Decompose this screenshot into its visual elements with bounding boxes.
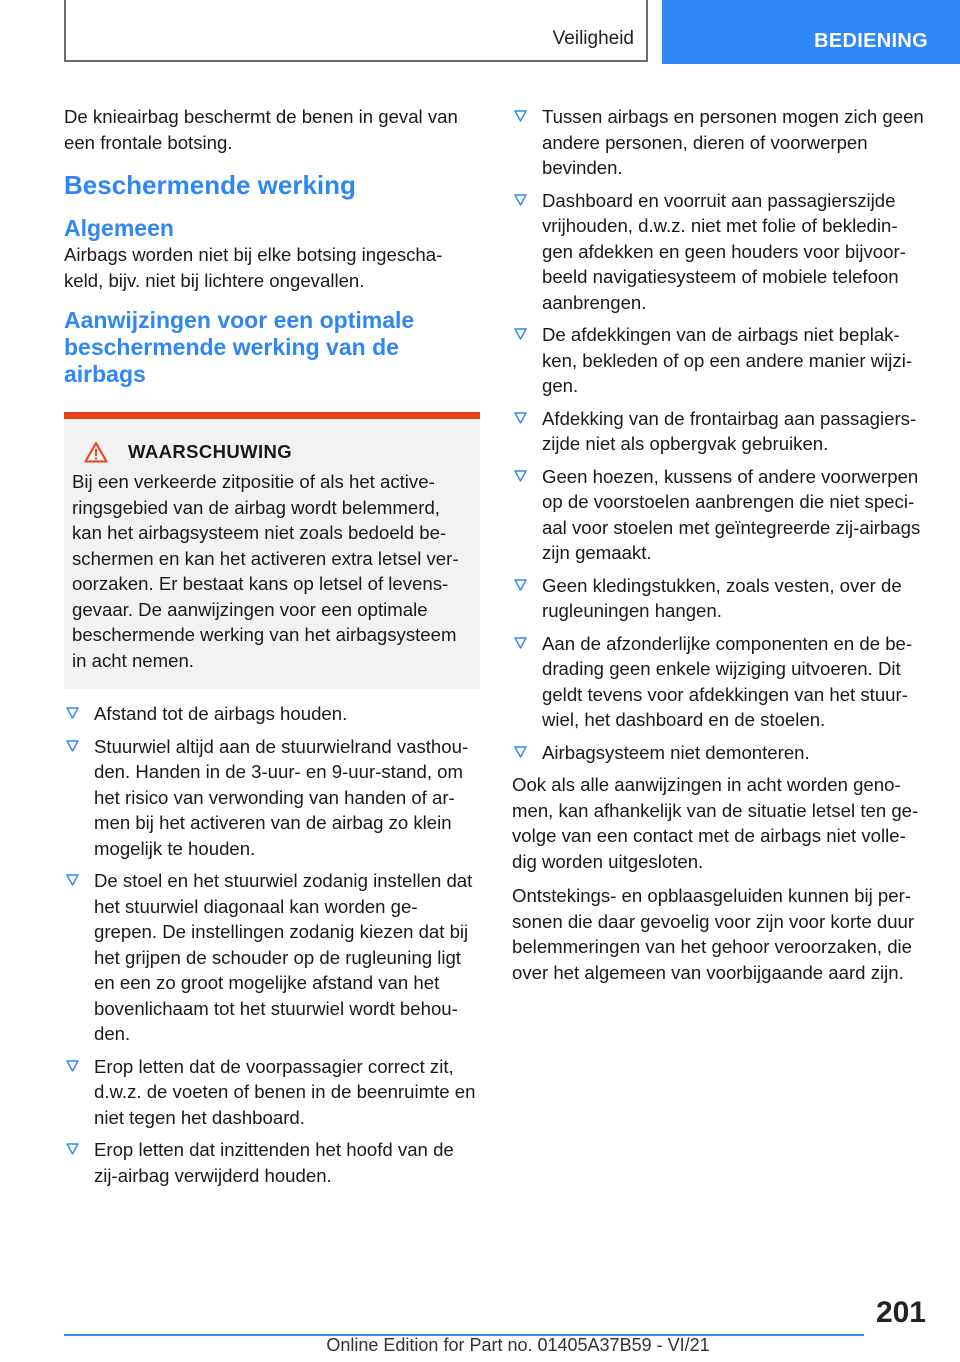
triangle-bullet-icon <box>514 194 527 206</box>
left-bullet-list <box>64 701 480 1188</box>
list-item-text: Dashboard en voorruit aan passagierszijde vrijhouden, d.w.z. niet met folie of bekledin-gen afdekken en geen houders voor bijvoor-beeld navigatiesysteem of mobiele telefoon aanbrengen. <box>542 189 906 313</box>
list-item-text: Geen hoezen, kussens of andere voorwerpen op de voorstoelen aanbrengen die niet speci-aal voor stoelen met geïntegreerde zij-airbags zijn gemaakt. <box>542 465 921 563</box>
heading-algemeen: Algemeen <box>64 215 174 241</box>
header-chapter-label: BEDIENING <box>814 30 928 52</box>
list-item <box>64 1054 480 1131</box>
page-number: 201 <box>875 1296 926 1329</box>
list-item-text: Afdekking van de frontairbag aan passagiers-zijde niet als opbergvak gebruiken. <box>542 407 917 454</box>
list-item-text: Tussen airbags en personen mogen zich geen andere personen, dieren of voorwerpen bevinden. <box>542 106 924 178</box>
list-item-text: De stoel en het stuurwiel zodanig instellen dat het stuurwiel diagonaal kan worden ge-grepen. De instellingen zodanig kiezen dat bij het grijpen de schouder op de rugleuning ligt en een zo groot mogelijke afstand van het bovenlichaam tot het stuurwiel wordt behou-den. <box>94 870 473 1044</box>
list-item-text: Geen kledingstukken, zoals vesten, over de rugleuningen hangen. <box>542 574 902 621</box>
triangle-bullet-icon <box>66 874 79 886</box>
list-item <box>512 322 928 399</box>
header-section-label: Veiligheid <box>552 28 634 49</box>
list-item-text: Airbagsysteem niet demonteren. <box>542 741 810 763</box>
triangle-bullet-icon <box>514 328 527 340</box>
triangle-bullet-icon <box>514 579 527 591</box>
list-item <box>64 701 480 727</box>
header-chapter-tab <box>662 0 960 64</box>
footer-edition: Online Edition for Part no. 01405A37B59 - VI/21 <box>326 1335 710 1355</box>
list-item <box>512 464 928 566</box>
list-item <box>512 104 928 181</box>
list-item <box>512 740 928 766</box>
list-item <box>512 188 928 316</box>
warning-body: Bij een verkeerde zitpositie of als het active-ringsgebied van de airbag wordt belemmerd, kan het airbagsysteem niet zoals bedoeld be-schermen en kan het activeren extra letsel ver-oorzaken. Er bestaat kans op letsel of levens-gevaar. De aanwijzingen voor een optimale beschermende werking van het airbagsysteem in acht nemen. <box>72 471 459 671</box>
triangle-bullet-icon <box>66 707 79 719</box>
warning-triangle-icon <box>84 441 108 463</box>
heading-beschermende-werking: Beschermende werking <box>64 170 356 200</box>
triangle-bullet-icon <box>514 110 527 122</box>
triangle-bullet-icon <box>514 637 527 649</box>
warning-header <box>84 441 472 463</box>
list-item <box>64 1137 480 1188</box>
triangle-bullet-icon <box>514 412 527 424</box>
intro-paragraph: De knieairbag beschermt de benen in geval van een frontale botsing. <box>64 106 458 153</box>
list-item <box>512 573 928 624</box>
list-item-text: Stuurwiel altijd aan de stuurwielrand vasthou-den. Handen in de 3-uur- en 9-uur-stand, om het risico van verwonding van handen of ar-men bij het activeren van de airbag zo klein mogelijk te houden. <box>94 735 469 859</box>
warning-box <box>64 412 480 689</box>
algemeen-paragraph: Airbags worden niet bij elke botsing ingescha-keld, bijv. niet bij lichtere ongevallen. <box>64 244 443 291</box>
right-bullet-list <box>512 104 928 765</box>
list-item-text: Aan de afzonderlijke componenten en de be-drading geen enkele wijziging uitvoeren. Dit geldt tevens voor afdekkingen van het stuur-wiel, het dashboard en de stoelen. <box>542 632 913 730</box>
triangle-bullet-icon <box>66 1060 79 1072</box>
heading-aanwijzingen: Aanwijzingen voor een optimale beschermende werking van de airbags <box>64 307 415 387</box>
header-section-box <box>64 0 648 62</box>
list-item-text: De afdekkingen van de airbags niet beplak-ken, bekleden of op een andere manier wijzi-gen. <box>542 324 913 396</box>
triangle-bullet-icon <box>514 746 527 758</box>
triangle-bullet-icon <box>66 740 79 752</box>
triangle-bullet-icon <box>66 1143 79 1155</box>
list-item-text: Erop letten dat de voorpassagier correct zit, d.w.z. de voeten of benen in de beenruimte en niet tegen het dashboard. <box>94 1055 476 1128</box>
closing-paragraph-1: Ook als alle aanwijzingen in acht worden geno-men, kan afhankelijk van de situatie letsel ten ge-volge van een contact met de airbags niet volle-dig worden uitgesloten. <box>512 774 919 872</box>
list-item-text: Afstand tot de airbags houden. <box>94 703 348 724</box>
list-item-text: Erop letten dat inzittenden het hoofd van de zij-airbag verwijderd houden. <box>94 1139 454 1186</box>
list-item <box>512 406 928 457</box>
left-column <box>64 104 480 1195</box>
list-item <box>512 631 928 733</box>
list-item <box>64 868 480 1047</box>
warning-title: WAARSCHUWING <box>128 441 293 462</box>
list-item <box>64 734 480 862</box>
triangle-bullet-icon <box>514 470 527 482</box>
right-column <box>512 104 928 994</box>
closing-paragraph-2: Ontstekings- en opblaasgeluiden kunnen bij per-sonen die daar gevoelig voor zijn voor korte duur belemmeringen van het gehoor veroorzaken, die over het algemeen van voorbijgaande aard zijn. <box>512 885 915 983</box>
